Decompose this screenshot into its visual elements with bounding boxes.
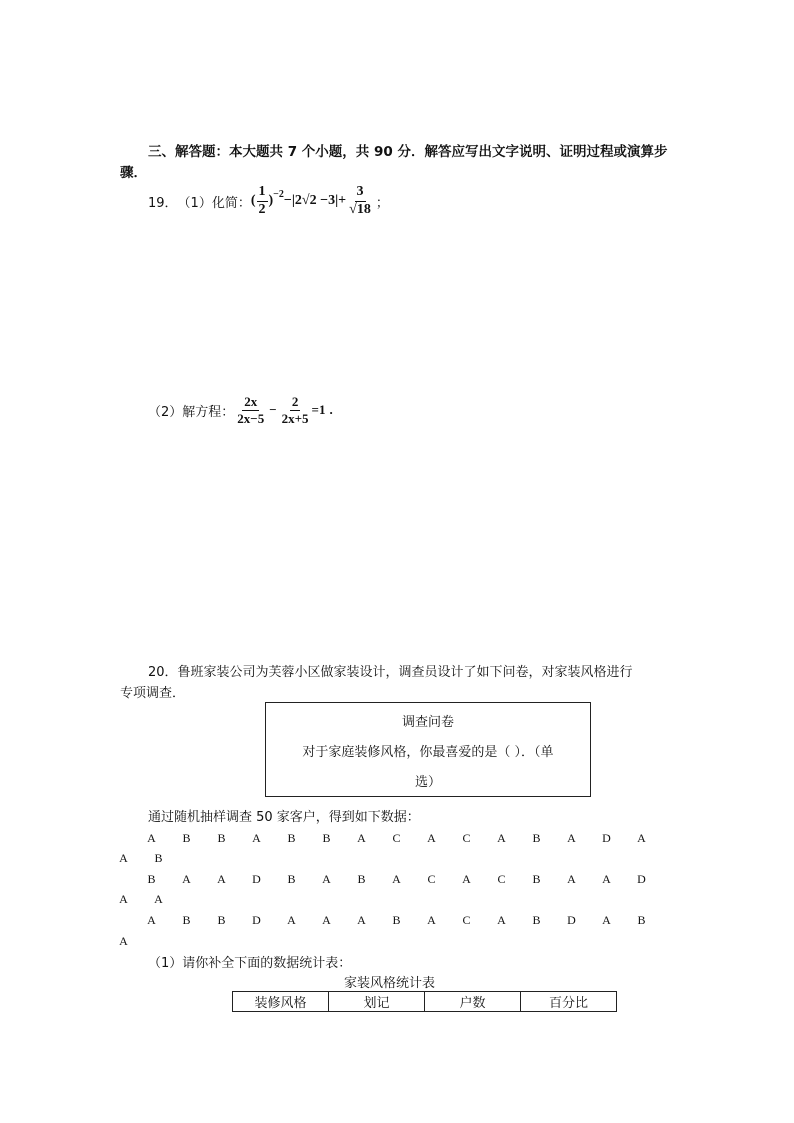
data-letter: B <box>217 913 226 927</box>
right-paren: ) <box>268 193 274 208</box>
denominator: 2x−5 <box>237 410 265 426</box>
data-row-2 <box>134 872 659 887</box>
numerator: 2 <box>291 393 299 409</box>
data-letter: A <box>602 872 611 886</box>
data-letter: B <box>532 831 541 845</box>
fraction-2-over-2x-plus-5 <box>280 395 311 425</box>
left-paren: ( <box>250 193 256 208</box>
q19-part2 <box>148 390 333 430</box>
q19-part1 <box>148 181 389 221</box>
sampling-statement: 通过随机抽样调查 50 家客户，得到如下数据： <box>148 810 420 825</box>
data-letter: B <box>182 831 191 845</box>
q19-simplify-expression <box>251 185 374 217</box>
data-letter: D <box>252 872 261 886</box>
data-letter: B <box>357 872 366 886</box>
data-row-1 <box>134 831 659 846</box>
q19-equation <box>234 395 332 425</box>
data-letter: A <box>357 831 366 845</box>
data-letter: B <box>182 913 191 927</box>
data-letter: A <box>119 934 128 948</box>
q19-part1-label: （1）化简： <box>177 195 251 211</box>
stat-table <box>232 991 617 1012</box>
data-letter: B <box>637 913 646 927</box>
survey-question: 对于家庭装修风格，你最喜爱的是（ ）．（单 <box>302 745 554 760</box>
survey-questionnaire-box <box>265 702 591 797</box>
data-letter: D <box>637 872 646 886</box>
data-letter: C <box>427 872 436 886</box>
equals-one: =1 <box>311 402 326 417</box>
abs-value-term: −|2√2 −3|+ <box>283 193 347 208</box>
data-letter: A <box>567 831 576 845</box>
data-letter: A <box>392 872 401 886</box>
fraction-one-half <box>257 185 268 217</box>
data-letter: B <box>154 851 163 865</box>
data-letter: B <box>217 831 226 845</box>
section-heading-continued: 骤． <box>120 165 147 181</box>
data-letter: C <box>462 913 471 927</box>
data-letter: A <box>602 913 611 927</box>
denominator: 2x+5 <box>281 410 309 426</box>
header-tally: 划记 <box>329 992 425 1012</box>
data-letter: B <box>147 872 156 886</box>
data-letter: A <box>322 872 331 886</box>
data-letter: A <box>252 831 261 845</box>
data-letter: A <box>147 913 156 927</box>
data-letter: B <box>532 913 541 927</box>
data-row-2-continued <box>106 892 176 907</box>
header-style: 装修风格 <box>233 992 329 1012</box>
q20-part1-instruction: （1）请你补全下面的数据统计表： <box>148 956 352 971</box>
data-letter: A <box>217 872 226 886</box>
data-letter: A <box>154 892 163 906</box>
header-percentage: 百分比 <box>521 992 617 1012</box>
data-letter: A <box>147 831 156 845</box>
data-letter: C <box>462 831 471 845</box>
q19-part2-label: （2）解方程： <box>148 404 235 420</box>
numerator: 2x <box>244 393 258 409</box>
data-letter: C <box>392 831 401 845</box>
data-letter: B <box>287 831 296 845</box>
data-letter: A <box>357 913 366 927</box>
data-letter: A <box>567 872 576 886</box>
period: . <box>329 402 333 417</box>
data-row-3-continued <box>106 934 141 949</box>
data-letter: A <box>462 872 471 886</box>
stat-table-title: 家装风格统计表 <box>344 976 436 991</box>
q19-number: 19． <box>148 195 178 211</box>
data-letter: B <box>392 913 401 927</box>
data-row-3 <box>134 913 659 928</box>
data-letter: B <box>532 872 541 886</box>
data-letter: A <box>427 913 436 927</box>
denominator: 2 <box>258 201 266 217</box>
semicolon: ； <box>375 195 389 211</box>
numerator: 3 <box>355 185 366 202</box>
data-letter: C <box>497 872 506 886</box>
survey-title: 调查问卷 <box>401 715 454 730</box>
data-row-1-continued <box>106 851 176 866</box>
minus-sign: − <box>269 402 277 417</box>
data-letter: A <box>322 913 331 927</box>
q20-intro: 20．鲁班家装公司为芙蓉小区做家装设计，调查员设计了如下问卷，对家装风格进行 <box>148 665 633 680</box>
stat-table-header-row <box>233 992 617 1012</box>
data-letter: A <box>119 892 128 906</box>
data-letter: A <box>119 851 128 865</box>
data-letter: A <box>287 913 296 927</box>
survey-question-continued: 选） <box>414 775 441 790</box>
numerator: 1 <box>257 185 268 202</box>
data-letter: B <box>287 872 296 886</box>
q20-intro-continued: 专项调查． <box>120 686 186 701</box>
data-letter: D <box>567 913 576 927</box>
header-households: 户数 <box>425 992 521 1012</box>
data-letter: A <box>497 913 506 927</box>
data-letter: D <box>602 831 611 845</box>
data-letter: A <box>497 831 506 845</box>
data-letter: B <box>322 831 331 845</box>
data-letter: A <box>427 831 436 845</box>
denominator: √18 <box>349 201 371 217</box>
data-letter: D <box>252 913 261 927</box>
data-letter: A <box>637 831 646 845</box>
exponent: −2 <box>273 188 284 200</box>
data-letter: A <box>182 872 191 886</box>
section-heading: 三、解答题：本大题共 7 个小题，共 90 分．解答应写出文字说明、证明过程或演算步 <box>148 144 668 160</box>
fraction-three-over-root18 <box>347 185 373 217</box>
fraction-2x-over-2x-minus-5 <box>235 395 266 425</box>
